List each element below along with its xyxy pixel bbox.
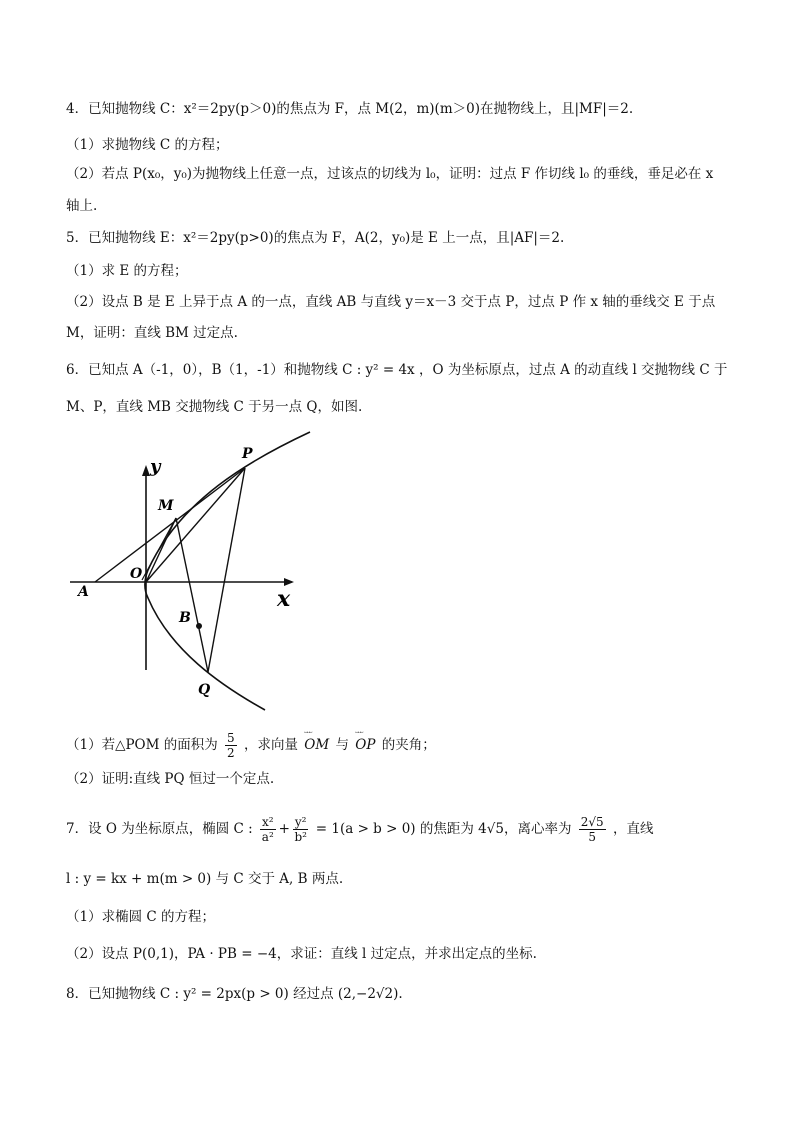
- p6-q1-and: 与: [335, 737, 349, 753]
- b2: b²: [294, 830, 307, 844]
- frac-den: 2: [227, 746, 235, 760]
- label-B: B: [179, 610, 191, 626]
- label-A: A: [78, 584, 89, 600]
- y2: y²: [294, 815, 307, 829]
- problem-7-line-l: l : y = kx + m(m > 0) 与 C 交于 A, B 两点.: [66, 871, 344, 887]
- problem-5-part-2-line-1: （2）设点 B 是 E 上异于点 A 的一点，直线 AB 与直线 y＝x－3 交于点 P，过点 P 作 x 轴的垂线交 E 于点: [66, 294, 716, 310]
- label-M: M: [158, 498, 174, 514]
- x2: x²: [262, 815, 274, 829]
- e-num: 2√5: [580, 815, 604, 829]
- vector-OM: ᵕᵕᵕ OM: [304, 736, 329, 754]
- frac-num: 5: [227, 731, 235, 745]
- segment-OM: [146, 518, 176, 582]
- p6-q1-mid: ，求向量: [243, 737, 298, 753]
- ellipse-x-term: [260, 815, 276, 844]
- vector-OP: ᵕᵕᵕ OP: [355, 736, 375, 754]
- problem-6-part-1: [66, 731, 436, 760]
- problem-7-part-2: （2）设点 P(0,1)，PA · PB = −4，求证：直线 l 过定点，并求出定点的坐标.: [66, 946, 537, 962]
- y-axis-arrow: [142, 465, 150, 476]
- problem-7-part-1: （1）求椭圆 C 的方程；: [66, 909, 216, 925]
- p7-stem-post: ，直线: [612, 821, 654, 837]
- parabola-figure: [70, 430, 330, 720]
- line-AP: [95, 468, 245, 582]
- e-den: 5: [588, 830, 597, 844]
- fraction-5-2: [225, 731, 237, 760]
- problem-6-part-2: （2）证明:直线 PQ 恒过一个定点.: [66, 771, 275, 787]
- point-B: [196, 623, 202, 629]
- p7-stem-pre: 7．设 O 为坐标原点，椭圆 C :: [66, 821, 253, 837]
- ellipse-y-term: [293, 815, 309, 844]
- problem-6-stem-line-2: M、P，直线 MB 交抛物线 C 于另一点 Q，如图.: [66, 399, 363, 415]
- x-axis-arrow: [284, 578, 294, 586]
- problem-4-part-1: （1）求抛物线 C 的方程；: [66, 137, 229, 153]
- problem-5-stem: 5．已知抛物线 E：x²＝2py(p>0)的焦点为 F，A(2，y₀)是 E 上一点，且|AF|＝2.: [66, 230, 565, 246]
- segment-OM-2: [142, 518, 176, 580]
- segment-OP: [146, 468, 245, 582]
- problem-4-part-2-line-1: （2）若点 P(x₀，y₀)为抛物线上任意一点，过该点的切线为 l₀，证明：过点 F 作切线 l₀ 的垂线，垂足必在 x: [66, 166, 714, 182]
- label-y: y: [150, 456, 161, 477]
- label-x: x: [277, 586, 291, 612]
- problem-8-stem: 8．已知抛物线 C : y² = 2px(p > 0) 经过点 (2,−2√2).: [66, 986, 403, 1002]
- label-O: O: [130, 566, 143, 582]
- p6-q1-post: 的夹角；: [381, 737, 436, 753]
- a2: a²: [261, 830, 274, 844]
- label-Q: Q: [198, 682, 211, 698]
- eccentricity-fraction: [579, 815, 606, 844]
- problem-7-stem: 7．设 O 为坐标原点，椭圆 C : $\frac{\text{x²}}{\text{a²}}$ + $\frac{\text{y²}}{\text{b²}}$ = 1(a > b > 0) 的焦距为 4√5，离心率为 $\frac{2√5}{5}$ ，直线: [66, 815, 654, 844]
- problem-6-stem: 6．已知点 A（-1，0），B（1，-1）和抛物线 C : y² = 4x ，O 为坐标原点，过点 A 的动直线 l 交抛物线 C 于: [66, 362, 728, 378]
- p7-stem-mid: 的焦距为 4√5，离心率为: [419, 821, 572, 837]
- p6-q1-pre: （1）若△POM 的面积为: [66, 737, 218, 753]
- problem-4-stem: 4．已知抛物线 C：x²＝2py(p＞0)的焦点为 F，点 M(2，m)(m＞0)在抛物线上，且|MF|＝2.: [66, 101, 634, 117]
- problem-4-part-2-line-2: 轴上.: [66, 198, 98, 214]
- problem-5-part-1: （1）求 E 的方程；: [66, 263, 188, 279]
- problem-5-part-2-line-2: M，证明：直线 BM 过定点.: [66, 325, 238, 341]
- label-P: P: [242, 446, 253, 462]
- ellipse-rhs: = 1(a > b > 0): [315, 821, 416, 837]
- segment-MQ: [176, 518, 208, 672]
- segment-PQ: [208, 468, 245, 672]
- parabola-curve: [145, 432, 310, 710]
